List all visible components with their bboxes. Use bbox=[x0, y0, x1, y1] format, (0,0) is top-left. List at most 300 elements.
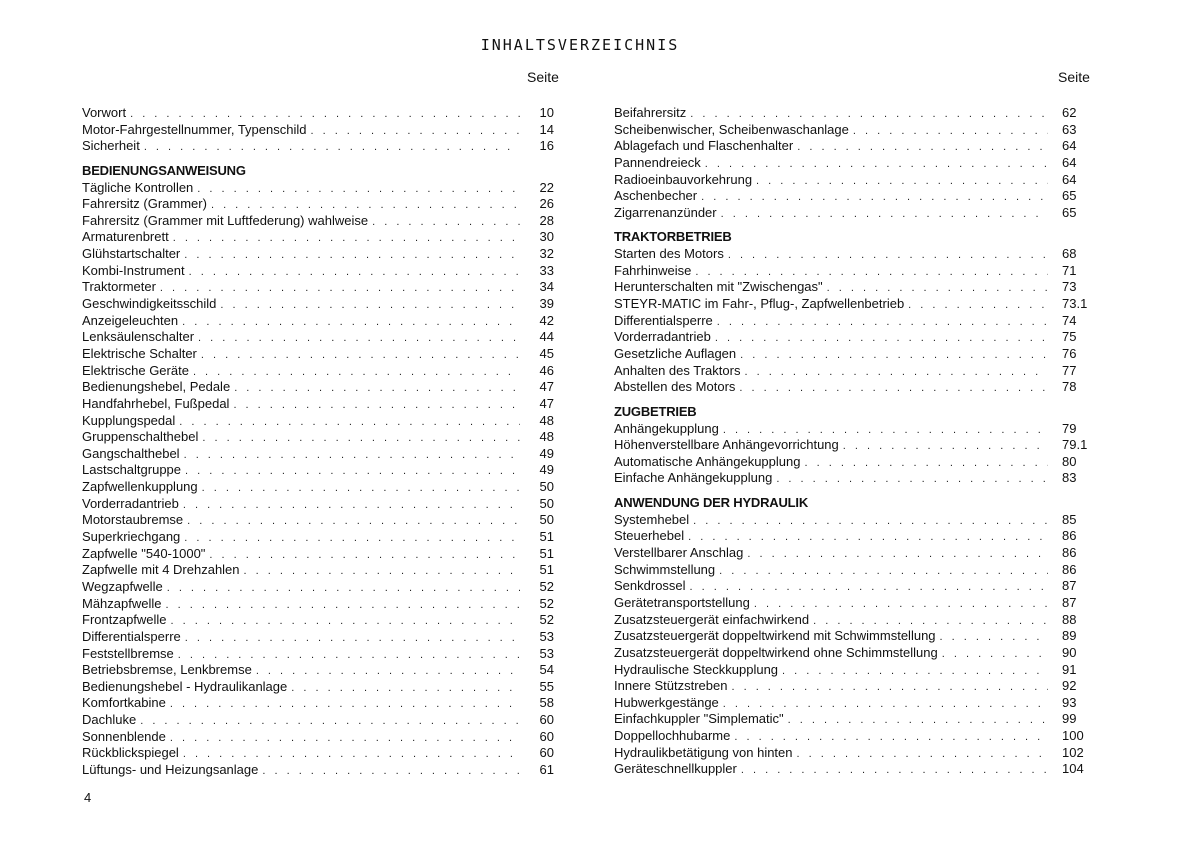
toc-leader-dots bbox=[942, 646, 1048, 663]
toc-entry bbox=[82, 246, 554, 263]
toc-entry bbox=[82, 612, 554, 629]
toc-leader-dots bbox=[827, 280, 1048, 297]
toc-entry-label: Radioeinbauvorkehrung bbox=[614, 171, 753, 187]
toc-entry-page: 71 bbox=[1062, 262, 1077, 278]
toc-entry-label: Aschenbecher bbox=[614, 188, 698, 204]
toc-entry bbox=[82, 562, 554, 579]
toc-leader-dots bbox=[940, 629, 1048, 646]
toc-entry-page: 53 bbox=[539, 628, 554, 644]
toc-entry-page: 55 bbox=[539, 678, 554, 694]
toc-entry-page: 45 bbox=[539, 345, 554, 361]
toc-entry-page: 88 bbox=[1062, 611, 1077, 627]
toc-entry-page: 28 bbox=[539, 212, 554, 228]
toc-entry bbox=[82, 313, 554, 330]
toc-entry-page: 26 bbox=[539, 196, 554, 212]
toc-leader-dots bbox=[291, 680, 520, 697]
toc-entry bbox=[82, 762, 554, 779]
toc-entry bbox=[82, 379, 554, 396]
toc-entry bbox=[614, 205, 1096, 222]
toc-entry bbox=[82, 712, 554, 729]
toc-entry-label: Anhalten des Traktors bbox=[614, 362, 741, 378]
toc-entry-page: 80 bbox=[1062, 453, 1077, 469]
toc-leader-dots bbox=[756, 173, 1048, 190]
toc-entry-label: Systemhebel bbox=[614, 511, 690, 527]
toc-entry bbox=[82, 462, 554, 479]
toc-entry bbox=[614, 122, 1096, 139]
toc-entry bbox=[614, 363, 1096, 380]
toc-leader-dots bbox=[690, 579, 1048, 596]
toc-leader-dots bbox=[908, 297, 1048, 314]
toc-entry bbox=[614, 421, 1096, 438]
toc-entry bbox=[82, 122, 554, 139]
toc-entry-label: Kombi-Instrument bbox=[82, 262, 185, 278]
toc-entry bbox=[82, 346, 554, 363]
toc-entry-page: 49 bbox=[539, 462, 554, 478]
toc-leader-dots bbox=[813, 613, 1048, 630]
toc-entry bbox=[82, 196, 554, 213]
toc-entry bbox=[614, 612, 1096, 629]
toc-entry bbox=[82, 662, 554, 679]
toc-entry-label: Doppellochhubarme bbox=[614, 728, 731, 744]
toc-leader-dots bbox=[209, 547, 520, 564]
toc-entry bbox=[82, 446, 554, 463]
toc-entry-page: 33 bbox=[539, 262, 554, 278]
toc-entry-page: 47 bbox=[539, 395, 554, 411]
toc-entry-label: Anzeigeleuchten bbox=[82, 312, 179, 328]
toc-entry-label: Hubwerkgestänge bbox=[614, 694, 719, 710]
toc-entry-page: 52 bbox=[539, 595, 554, 611]
toc-entry bbox=[82, 105, 554, 122]
toc-section-heading: TRAKTORBETRIEB bbox=[614, 229, 732, 245]
toc-leader-dots bbox=[739, 380, 1048, 397]
toc-entry-page: 104 bbox=[1062, 761, 1084, 777]
toc-leader-dots bbox=[372, 214, 520, 231]
toc-entry bbox=[614, 105, 1096, 122]
toc-leader-dots bbox=[170, 730, 520, 747]
toc-entry bbox=[614, 246, 1096, 263]
toc-entry-page: 54 bbox=[539, 662, 554, 678]
toc-leader-dots bbox=[731, 679, 1048, 696]
toc-entry-label: Anhängekupplung bbox=[614, 420, 719, 436]
toc-entry-page: 42 bbox=[539, 312, 554, 328]
toc-entry-page: 73 bbox=[1062, 279, 1077, 295]
toc-entry-page: 77 bbox=[1062, 362, 1077, 378]
toc-entry bbox=[614, 528, 1096, 545]
toc-entry-label: Beifahrersitz bbox=[614, 105, 687, 120]
toc-entry bbox=[614, 578, 1096, 595]
toc-entry-page: 48 bbox=[539, 429, 554, 445]
toc-leader-dots bbox=[741, 762, 1048, 779]
toc-section-heading: ANWENDUNG DER HYDRAULIK bbox=[614, 495, 809, 511]
toc-entry-page: 47 bbox=[539, 379, 554, 395]
toc-entry-page: 86 bbox=[1062, 528, 1077, 544]
toc-entry-page: 78 bbox=[1062, 379, 1077, 395]
toc-leader-dots bbox=[160, 280, 520, 297]
toc-entry-page: 76 bbox=[1062, 345, 1077, 361]
toc-entry-label: Zapfwellenkupplung bbox=[82, 479, 198, 495]
toc-entry bbox=[82, 546, 554, 563]
toc-entry-page: 51 bbox=[539, 562, 554, 578]
toc-entry-label: Einfachkuppler "Simplematic" bbox=[614, 711, 784, 727]
toc-entry bbox=[614, 313, 1096, 330]
toc-entry bbox=[614, 695, 1096, 712]
toc-entry-page: 100 bbox=[1062, 728, 1084, 744]
toc-leader-dots bbox=[183, 497, 520, 514]
toc-entry bbox=[614, 678, 1096, 695]
toc-entry bbox=[82, 729, 554, 746]
toc-entry-label: Hydraulikbetätigung von hinten bbox=[614, 744, 793, 760]
toc-leader-dots bbox=[776, 471, 1048, 488]
toc-entry-label: Herunterschalten mit "Zwischengas" bbox=[614, 279, 823, 295]
toc-entry bbox=[614, 437, 1096, 454]
toc-entry-label: Gerätetransportstellung bbox=[614, 594, 750, 610]
toc-leader-dots bbox=[797, 746, 1048, 763]
toc-entry-page: 79 bbox=[1062, 420, 1077, 436]
toc-entry bbox=[614, 346, 1096, 363]
toc-entry-label: Kupplungspedal bbox=[82, 412, 176, 428]
toc-entry-page: 32 bbox=[539, 246, 554, 262]
page-number: 4 bbox=[84, 790, 92, 805]
toc-entry bbox=[614, 562, 1096, 579]
toc-entry bbox=[82, 529, 554, 546]
toc-entry-label: Schwimmstellung bbox=[614, 561, 716, 577]
toc-entry bbox=[82, 679, 554, 696]
toc-entry-label: Glühstartschalter bbox=[82, 246, 181, 262]
toc-entry-label: Armaturenbrett bbox=[82, 229, 169, 245]
toc-entry-page: 89 bbox=[1062, 628, 1077, 644]
toc-entry-label: Rückblickspiegel bbox=[82, 745, 179, 761]
toc-entry-label: Senkdrossel bbox=[614, 578, 686, 594]
toc-entry-label: Hydraulische Steckkupplung bbox=[614, 661, 779, 677]
toc-entry-label: Betriebsbremse, Lenkbremse bbox=[82, 662, 252, 678]
toc-entry-page: 16 bbox=[539, 138, 554, 154]
toc-entry bbox=[82, 138, 554, 155]
toc-leader-dots bbox=[701, 189, 1048, 206]
toc-entry-label: Automatische Anhängekupplung bbox=[614, 453, 801, 469]
toc-leader-dots bbox=[754, 596, 1048, 613]
toc-leader-dots bbox=[690, 106, 1048, 123]
toc-entry-label: Frontzapfwelle bbox=[82, 612, 167, 628]
toc-leader-dots bbox=[193, 364, 520, 381]
toc-leader-dots bbox=[693, 513, 1048, 530]
toc-entry-page: 46 bbox=[539, 362, 554, 378]
toc-entry-label: Vorwort bbox=[82, 105, 127, 120]
toc-entry-page: 22 bbox=[539, 179, 554, 195]
toc-entry bbox=[614, 470, 1096, 487]
toc-leader-dots bbox=[144, 139, 520, 156]
toc-entry-page: 92 bbox=[1062, 678, 1077, 694]
toc-entry-page: 68 bbox=[1062, 246, 1077, 262]
toc-leader-dots bbox=[723, 422, 1048, 439]
toc-entry bbox=[614, 279, 1096, 296]
toc-entry-page: 52 bbox=[539, 612, 554, 628]
toc-entry-page: 86 bbox=[1062, 545, 1077, 561]
toc-entry-label: Zapfwelle "540-1000" bbox=[82, 545, 206, 561]
toc-entry-label: Motor-Fahrgestellnummer, Typenschild bbox=[82, 121, 307, 137]
toc-entry-page: 64 bbox=[1062, 171, 1077, 187]
toc-leader-dots bbox=[723, 696, 1048, 713]
toc-leader-dots bbox=[244, 563, 520, 580]
toc-leader-dots bbox=[173, 230, 520, 247]
toc-entry bbox=[82, 745, 554, 762]
toc-entry-label: Geräteschnellkuppler bbox=[614, 761, 737, 777]
toc-entry bbox=[614, 595, 1096, 612]
toc-leader-dots bbox=[182, 314, 520, 331]
toc-entry-label: Zusatzsteuergerät einfachwirkend bbox=[614, 611, 810, 627]
toc-entry-label: Sonnenblende bbox=[82, 728, 166, 744]
toc-entry-label: Lüftungs- und Heizungsanlage bbox=[82, 761, 259, 777]
toc-leader-dots bbox=[184, 247, 520, 264]
toc-entry-page: 86 bbox=[1062, 561, 1077, 577]
toc-entry-label: Lenksäulenschalter bbox=[82, 329, 195, 345]
toc-leader-dots bbox=[797, 139, 1048, 156]
toc-entry bbox=[82, 396, 554, 413]
toc-entry-page: 73.1 bbox=[1062, 296, 1088, 312]
toc-leader-dots bbox=[717, 314, 1048, 331]
toc-entry bbox=[614, 296, 1096, 313]
toc-leader-dots bbox=[202, 480, 520, 497]
toc-leader-dots bbox=[201, 347, 520, 364]
toc-leader-dots bbox=[130, 106, 520, 123]
toc-entry-label: Differentialsperre bbox=[614, 312, 713, 328]
toc-entry bbox=[82, 229, 554, 246]
toc-entries-left bbox=[82, 105, 554, 779]
toc-entry-label: Einfache Anhängekupplung bbox=[614, 470, 773, 486]
toc-entry-page: 49 bbox=[539, 445, 554, 461]
toc-leader-dots bbox=[728, 247, 1048, 264]
toc-leader-dots bbox=[734, 729, 1048, 746]
toc-entry-label: Zapfwelle mit 4 Drehzahlen bbox=[82, 562, 240, 578]
toc-entry-label: Handfahrhebel, Fußpedal bbox=[82, 395, 230, 411]
toc-entry bbox=[82, 263, 554, 280]
toc-leader-dots bbox=[744, 364, 1048, 381]
toc-entry-page: 99 bbox=[1062, 711, 1077, 727]
toc-entry-label: Differentialsperre bbox=[82, 628, 181, 644]
toc-leader-dots bbox=[184, 447, 520, 464]
toc-entry bbox=[614, 172, 1096, 189]
toc-entry bbox=[82, 329, 554, 346]
toc-leader-dots bbox=[256, 663, 520, 680]
toc-entry bbox=[614, 645, 1096, 662]
toc-leader-dots bbox=[688, 529, 1048, 546]
toc-entry-page: 52 bbox=[539, 578, 554, 594]
toc-leader-dots bbox=[167, 580, 520, 597]
toc-entry bbox=[82, 695, 554, 712]
toc-entry bbox=[82, 363, 554, 380]
toc-entry-label: Gangschalthebel bbox=[82, 445, 180, 461]
toc-entry-label: Innere Stützstreben bbox=[614, 678, 728, 694]
toc-leader-dots bbox=[187, 513, 520, 530]
toc-entry-page: 74 bbox=[1062, 312, 1077, 328]
toc-entry-page: 85 bbox=[1062, 511, 1077, 527]
toc-entry-label: Traktormeter bbox=[82, 279, 156, 295]
toc-entry-page: 34 bbox=[539, 279, 554, 295]
toc-entry-label: Zusatzsteuergerät doppeltwirkend ohne Schimmstellung bbox=[614, 644, 938, 660]
toc-entry bbox=[614, 761, 1096, 778]
toc-entry-page: 51 bbox=[539, 545, 554, 561]
toc-entry-label: Verstellbarer Anschlag bbox=[614, 545, 744, 561]
toc-entry-page: 90 bbox=[1062, 644, 1077, 660]
toc-entry bbox=[614, 188, 1096, 205]
toc-entry-page: 14 bbox=[539, 121, 554, 137]
toc-entry bbox=[82, 646, 554, 663]
toc-entry-label: Pannendreieck bbox=[614, 154, 701, 170]
toc-entry-label: Starten des Motors bbox=[614, 246, 724, 262]
toc-section-heading: BEDIENUNGSANWEISUNG bbox=[82, 162, 246, 178]
toc-entry-label: Mähzapfwelle bbox=[82, 595, 162, 611]
toc-entry-page: 102 bbox=[1062, 744, 1084, 760]
toc-entry-label: Höhenverstellbare Anhängevorrichtung bbox=[614, 437, 839, 453]
toc-entry-page: 60 bbox=[539, 728, 554, 744]
toc-entry-page: 83 bbox=[1062, 470, 1077, 486]
toc-entry-page: 62 bbox=[1062, 105, 1077, 120]
toc-leader-dots bbox=[178, 647, 520, 664]
toc-leader-dots bbox=[233, 397, 520, 414]
toc-leader-dots bbox=[220, 297, 520, 314]
toc-entry bbox=[614, 711, 1096, 728]
toc-leader-dots bbox=[310, 123, 520, 140]
toc-leader-dots bbox=[198, 330, 520, 347]
toc-entry bbox=[82, 596, 554, 613]
toc-entry bbox=[82, 296, 554, 313]
toc-entry-page: 93 bbox=[1062, 694, 1077, 710]
toc-entry bbox=[82, 413, 554, 430]
toc-entry-page: 87 bbox=[1062, 578, 1077, 594]
toc-entry-label: Lastschaltgruppe bbox=[82, 462, 182, 478]
toc-entry-label: Fahrersitz (Grammer) bbox=[82, 196, 207, 212]
toc-leader-dots bbox=[189, 264, 520, 281]
toc-entry-label: Feststellbremse bbox=[82, 645, 174, 661]
toc-entry-page: 30 bbox=[539, 229, 554, 245]
toc-entry bbox=[614, 728, 1096, 745]
toc-entry-label: Zusatzsteuergerät doppeltwirkend mit Schwimmstellung bbox=[614, 628, 936, 644]
toc-leader-dots bbox=[853, 123, 1048, 140]
toc-entry bbox=[82, 579, 554, 596]
toc-leader-dots bbox=[262, 763, 520, 780]
toc-entry bbox=[82, 180, 554, 197]
toc-entry-page: 50 bbox=[539, 512, 554, 528]
toc-entry-page: 64 bbox=[1062, 138, 1077, 154]
toc-entry-label: Dachluke bbox=[82, 712, 137, 728]
toc-leader-dots bbox=[234, 380, 520, 397]
toc-entry-label: Komfortkabine bbox=[82, 695, 166, 711]
toc-leader-dots bbox=[184, 530, 520, 547]
toc-entry-page: 87 bbox=[1062, 594, 1077, 610]
toc-entry-page: 50 bbox=[539, 495, 554, 511]
toc-entry-label: Sicherheit bbox=[82, 138, 140, 154]
toc-leader-dots bbox=[740, 347, 1048, 364]
toc-entry-label: Vorderradantrieb bbox=[82, 495, 179, 511]
toc-entry-label: Scheibenwischer, Scheibenwaschanlage bbox=[614, 121, 849, 137]
toc-leader-dots bbox=[721, 206, 1048, 223]
toc-leader-dots bbox=[171, 613, 520, 630]
toc-entry-label: Bedienungshebel - Hydraulikanlage bbox=[82, 678, 288, 694]
toc-leader-dots bbox=[166, 597, 521, 614]
toc-entry bbox=[614, 329, 1096, 346]
toc-entry bbox=[614, 662, 1096, 679]
toc-leader-dots bbox=[695, 264, 1048, 281]
toc-entry-label: Bedienungshebel, Pedale bbox=[82, 379, 231, 395]
toc-entry-label: Abstellen des Motors bbox=[614, 379, 736, 395]
toc-entry-page: 51 bbox=[539, 529, 554, 545]
toc-entry-page: 50 bbox=[539, 479, 554, 495]
toc-entry bbox=[614, 138, 1096, 155]
toc-entry bbox=[614, 155, 1096, 172]
toc-entry-page: 60 bbox=[539, 712, 554, 728]
toc-entry bbox=[82, 512, 554, 529]
toc-leader-dots bbox=[719, 563, 1048, 580]
toc-entry-page: 79.1 bbox=[1062, 437, 1088, 453]
toc-entry-label: Vorderradantrieb bbox=[614, 329, 711, 345]
toc-leader-dots bbox=[197, 181, 520, 198]
toc-leader-dots bbox=[747, 546, 1048, 563]
toc-entry-label: Geschwindigkeitsschild bbox=[82, 296, 217, 312]
toc-leader-dots bbox=[140, 713, 520, 730]
toc-entry bbox=[614, 512, 1096, 529]
toc-leader-dots bbox=[185, 463, 520, 480]
toc-entry bbox=[82, 629, 554, 646]
toc-entry bbox=[614, 745, 1096, 762]
toc-entry-page: 64 bbox=[1062, 154, 1077, 170]
seite-header-right: Seite bbox=[1058, 69, 1090, 85]
toc-leader-dots bbox=[179, 414, 520, 431]
toc-entry-page: 63 bbox=[1062, 121, 1077, 137]
toc-entry-page: 53 bbox=[539, 645, 554, 661]
toc-entry-page: 39 bbox=[539, 296, 554, 312]
toc-entry-page: 58 bbox=[539, 695, 554, 711]
page-title: INHALTSVERZEICHNIS bbox=[480, 36, 680, 54]
toc-leader-dots bbox=[170, 696, 520, 713]
toc-entry-page: 60 bbox=[539, 745, 554, 761]
toc-entry-label: Superkriechgang bbox=[82, 529, 181, 545]
toc-entry-label: Ablagefach und Flaschenhalter bbox=[614, 138, 794, 154]
toc-entries-right bbox=[614, 105, 1096, 778]
toc-leader-dots bbox=[185, 630, 520, 647]
toc-entry bbox=[614, 545, 1096, 562]
toc-entry-label: Tägliche Kontrollen bbox=[82, 179, 194, 195]
toc-leader-dots bbox=[804, 455, 1048, 472]
toc-entry-label: Gruppenschalthebel bbox=[82, 429, 199, 445]
toc-entry bbox=[82, 496, 554, 513]
toc-entry-page: 65 bbox=[1062, 204, 1077, 220]
toc-entry-label: Fahrhinweise bbox=[614, 262, 692, 278]
toc-entry-page: 44 bbox=[539, 329, 554, 345]
toc-entry-page: 91 bbox=[1062, 661, 1077, 677]
toc-entry-page: 48 bbox=[539, 412, 554, 428]
toc-entry bbox=[614, 454, 1096, 471]
toc-entry bbox=[614, 379, 1096, 396]
toc-leader-dots bbox=[715, 330, 1048, 347]
toc-entry bbox=[82, 429, 554, 446]
toc-entry-label: STEYR-MATIC im Fahr-, Pflug-, Zapfwellenbetrieb bbox=[614, 296, 905, 312]
toc-leader-dots bbox=[788, 712, 1048, 729]
toc-entry-page: 61 bbox=[539, 761, 554, 777]
toc-entry-label: Elektrische Schalter bbox=[82, 345, 197, 361]
toc-entry-label: Gesetzliche Auflagen bbox=[614, 345, 737, 361]
toc-entry bbox=[82, 479, 554, 496]
toc-entry-label: Steuerhebel bbox=[614, 528, 685, 544]
toc-leader-dots bbox=[843, 438, 1048, 455]
toc-entry bbox=[82, 213, 554, 230]
toc-entry bbox=[614, 628, 1096, 645]
toc-leader-dots bbox=[211, 197, 520, 214]
toc-entry-label: Zigarrenanzünder bbox=[614, 204, 717, 220]
toc-entry-label: Wegzapfwelle bbox=[82, 578, 163, 594]
toc-entry-label: Elektrische Geräte bbox=[82, 362, 189, 378]
toc-leader-dots bbox=[202, 430, 520, 447]
toc-leader-dots bbox=[782, 663, 1048, 680]
toc-entry bbox=[614, 263, 1096, 280]
